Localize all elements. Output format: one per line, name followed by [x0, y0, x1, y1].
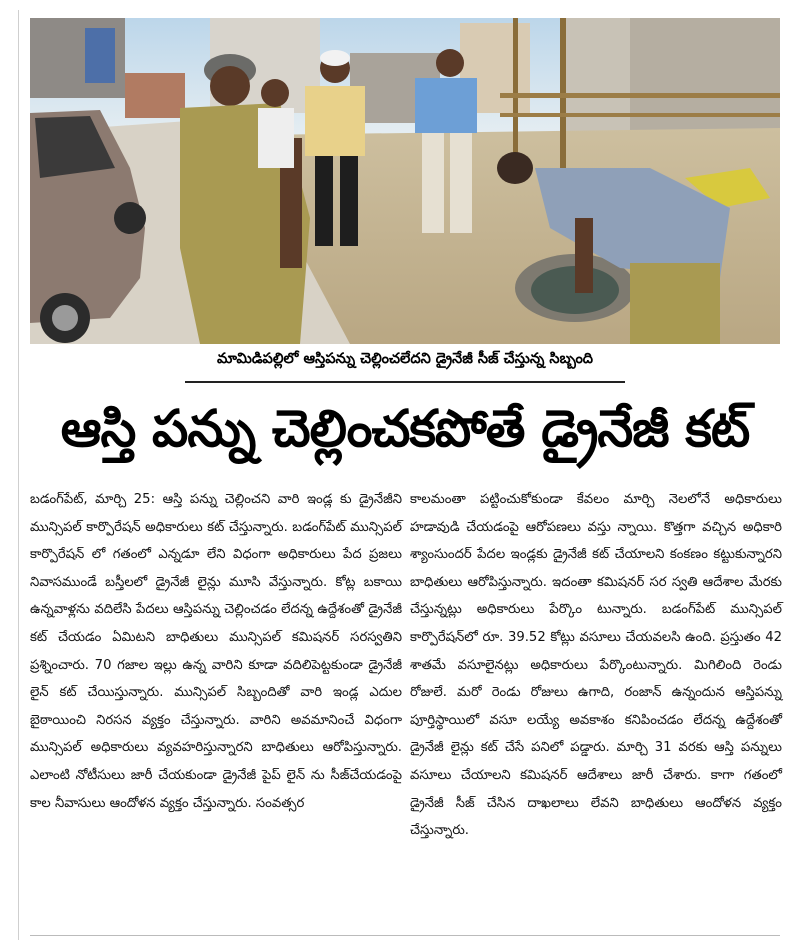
- article-body: [30, 486, 782, 916]
- article-paragraph-1: బడంగ్‌పేట్, మార్చి 25: ఆస్తి పన్ను చెల్లించని వారి ఇండ్ల కు డ్రైనేజీని మున్సిపల్ కార్పొరేషన్ అధికారులు కట్ చేస్తున్నారు. బడంగ్‌పేట్ మున్సిపల్ కార్పొరేషన్ లో గతంలో ఎన్నడూ లేని విధంగా అధికారులు పేద ప్రజలు నివాసముండే బస్తీలలో డ్రైనేజీ లైన్లు మూసి వేస్తున్నారు. కోట్ల బకాయి ఉన్నవాళ్లను వదిలేసి పేదలు ఆస్తిపన్ను చెల్లించడం లేదన్న ఉద్దేశంతో డ్రైనేజీ కట్ చేయడం ఏమిటని బాధితులు మున్సిపల్ కమిషనర్ సరస్వతిని ప్రశ్నించారు. 70 గజాల ఇల్లు ఉన్న వారిని కూడా వదిలిపెట్టకుండా డ్రైనేజీ లైన్ కట్ చేయిస్తున్నారు. మున్సిపల్ సిబ్బందితో వారి ఇండ్ల ఎదుల బైఠాయించి నిరసన వ్యక్తం చేస్తున్నారు. వారిని అవమానించే విధంగా మున్సిపల్ అధికారులు వ్యవహరిస్తున్నారని బాధితులు ఆరోపిస్తున్నారు. ఎలాంటి నోటీసులు జారీ చేయకుండా డ్రైనేజీ పైప్ లైన్ ను సీజ్‌చేయడంపై కాల నీవాసులు ఆందోళన వ్యక్తం చేస్తున్నారు. సంవత్సర: [30, 492, 402, 811]
- photo-caption: [30, 346, 780, 376]
- photo-icon: [30, 18, 780, 344]
- left-border-rule: [18, 10, 19, 940]
- news-photo: [30, 18, 780, 344]
- headline: ఆస్తి పన్ను చెల్లించకపోతే డ్రైనేజీ కట్: [60, 400, 750, 459]
- article-column-right: [410, 486, 782, 916]
- caption-text: మామిడిపల్లిలో ఆస్తిపన్ను చెల్లించలేదని డ్రైనేజీ సీజ్ చేస్తున్న సిబ్బంది: [216, 351, 594, 367]
- article-column-left: [30, 486, 402, 916]
- caption-underline: [185, 381, 625, 383]
- article-paragraph-2: కాలమంతా పట్టించుకోకుండా కేవలం మార్చి నెలలోనే అధికారులు హడావుడి చేయడంపై ఆరోపణలు వస్తు న్నాయి. కొత్తగా వచ్చిన అధికారి శ్యాంసుందర్ పేదల ఇండ్లకు డ్రైనేజీ కట్ చేయాలని కంకణం కట్టుకున్నారని బాధితులు ఆరోపిస్తున్నారు. ఇదంతా కమిషనర్ సర స్వతి ఆదేశాల మేరకు చేస్తున్నట్లు అధికారులు పేర్కొం టున్నారు. బడంగ్‌పేట్ మున్సిపల్ కార్పొరేషన్‌లో రూ. 39.52 కోట్లు వసూలు చేయవలసి ఉంది. ప్రస్తుతం 42 శాతమే వసూలైనట్లు అధికారులు పేర్కొంటున్నారు. మిగిలింది రెండు రోజులే. మరో రెండు రోజులు ఉగాది, రంజాన్ ఉన్నందున ఆస్తిపన్ను పూర్తిస్థాయిలో వసూ లయ్యే అవకాశం కనిపించడం లేదన్న ఉద్దేశంతో డ్రైనేజీ లైన్లు కట్ చేసే పనిలో పడ్డారు. మార్చి 31 వరకు ఆస్తి పన్నులు వసూలు చేయాలని కమిషనర్ ఆదేశాలు జారీ చేశారు. కాగా గతంలో డ్రైనేజీ సీజ్ చేసిన దాఖలాలు లేవని బాధితులు ఆందోళన వ్యక్తం చేస్తున్నారు.: [410, 492, 782, 839]
- bottom-rule: [30, 935, 780, 936]
